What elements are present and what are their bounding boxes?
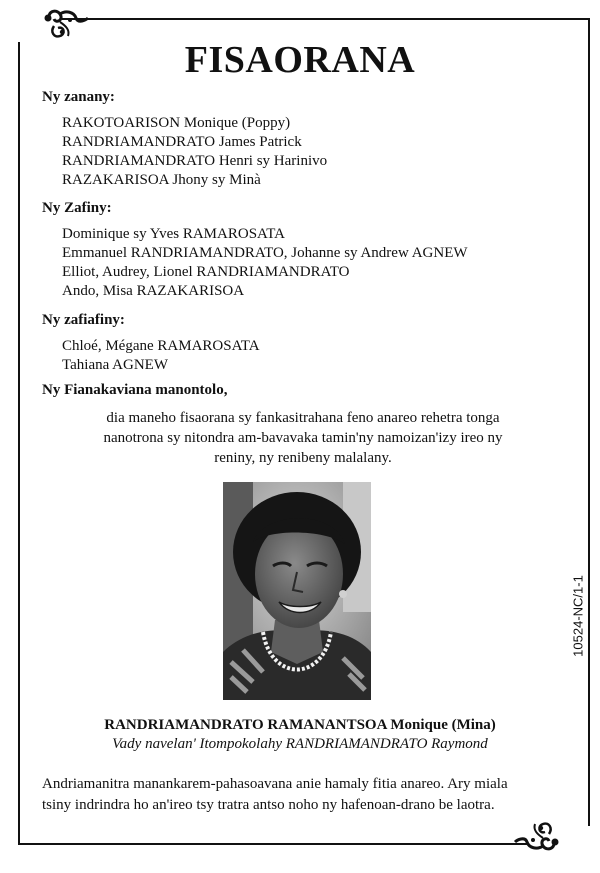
deceased-subtitle: Vady navelan' Itompokolahy RANDRIAMANDRATO Raymond <box>112 736 488 752</box>
list-item: Elliot, Audrey, Lionel RANDRIAMANDRATO <box>62 264 350 280</box>
section-heading-great-grandchildren: Ny zafiafiny: <box>42 312 125 328</box>
portrait-image <box>223 482 371 700</box>
list-item: Chloé, Mégane RAMAROSATA <box>62 338 260 354</box>
list-item: RAKOTOARISON Monique (Poppy) <box>62 115 291 131</box>
thanks-paragraph <box>60 408 546 468</box>
frame-bottom-rule <box>18 843 528 845</box>
section-heading-family: Ny Fianakaviana manontolo, <box>42 382 228 398</box>
frame-right-rule <box>588 18 590 826</box>
section-heading-children: Ny zanany: <box>42 89 115 105</box>
section-heading-grandchildren: Ny Zafiny: <box>42 200 112 216</box>
closing-paragraph <box>42 774 562 816</box>
list-item: Emmanuel RANDRIAMANDRATO, Johanne sy Andrew AGNEW <box>62 245 468 261</box>
list-item: Dominique sy Yves RAMAROSATA <box>62 226 286 242</box>
list-item: RAZAKARISOA Jhony sy Minà <box>62 172 261 188</box>
deceased-name: RANDRIAMANDRATO RAMANANTSOA Monique (Mina) <box>104 717 496 733</box>
grandchildren-list <box>62 225 468 301</box>
great-grandchildren-list <box>62 337 260 375</box>
frame-top-rule <box>62 18 590 20</box>
list-item: Ando, Misa RAZAKARISOA <box>62 283 245 299</box>
list-item: RANDRIAMANDRATO Henri sy Harinivo <box>62 153 328 169</box>
closing-line: tsiny indrindra ho an'ireo tsy tratra antso noho ny hafenoan-drano be laotra. <box>42 797 495 813</box>
list-item: Tahiana AGNEW <box>62 357 168 373</box>
flourish-ornament-icon <box>40 6 90 40</box>
thanks-line: nanotrona sy nitondra am-bavavaka tamin'ny namoizan'izy ireo ny <box>103 430 503 446</box>
list-item: RANDRIAMANDRATO James Patrick <box>62 134 302 150</box>
reference-code: 10524-NC/1-1 <box>570 575 586 657</box>
thanks-line: reniny, ny renibeny malalany. <box>214 450 392 466</box>
portrait-photo <box>223 482 371 700</box>
children-list <box>62 114 327 190</box>
flourish-ornament-icon <box>513 820 563 854</box>
page-title: FISAORANA <box>184 39 416 81</box>
closing-line: Andriamanitra manankarem-pahasoavana anie hamaly fitia anareo. Ary miala <box>42 776 508 792</box>
thanks-line: dia maneho fisaorana sy fankasitrahana feno anareo rehetra tonga <box>106 410 500 426</box>
